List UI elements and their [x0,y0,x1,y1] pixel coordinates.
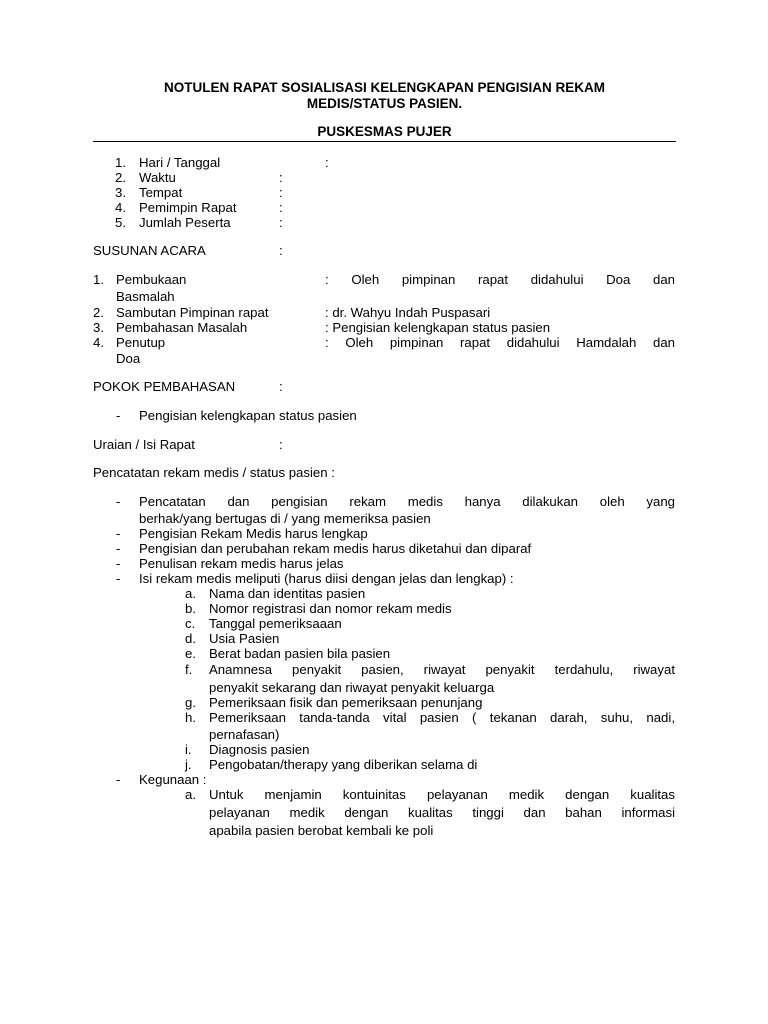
sub-letter: i. [185,742,192,757]
sub-item: Pemeriksaan tanda-tanda vital pasien ( tekanan darah, suhu, nadi, [209,710,675,725]
purpose-text: Untuk menjamin kontuinitas pelayanan medik dengan kualitas [209,787,675,802]
sub-item: Nomor registrasi dan nomor rekam medis [209,601,452,616]
agenda-value: : dr. Wahyu Indah Puspasari [325,305,491,320]
records-bullet-text: Penulisan rekam medis harus jelas [139,556,344,571]
sub-item: Berat badan pasien bila pasien [209,646,391,661]
sub-item: Diagnosis pasien [209,742,310,757]
info-label-date: Hari / Tanggal [139,155,221,170]
bullet-dash: - [116,408,121,423]
agenda-label: Pembukaan [116,272,187,287]
bullet-dash: - [116,494,121,509]
sub-letter: g. [185,695,196,710]
sub-item: Tanggal pemeriksaaan [209,616,342,631]
agenda-value-cont: Doa [116,351,141,366]
records-bullet-text: Pencatatan dan pengisian rekam medis hanya dilakukan oleh yang [139,494,675,509]
agenda-value-cont: Basmalah [116,289,175,304]
purpose-text-cont: pelayanan medik dengan kualitas tinggi dan bahan informasi [209,805,675,820]
sub-letter: e. [185,646,196,661]
sub-item: Anamnesa penyakit pasien, riwayat penyakit terdahulu, riwayat [209,662,675,677]
records-bullet-text: Pengisian Rekam Medis harus lengkap [139,526,368,541]
header-divider [93,141,676,142]
info-label-leader: Pemimpin Rapat [139,200,237,215]
info-label-place: Tempat [139,185,183,200]
document-title-line2: MEDIS/STATUS PASIEN. [306,96,463,111]
info-colon: : [279,185,283,200]
bullet-dash: - [116,526,121,541]
agenda-colon: : [279,243,283,258]
info-num: 2. [115,170,126,185]
agenda-label: Penutup [116,335,166,350]
info-num: 1. [115,155,126,170]
info-num: 3. [115,185,126,200]
sub-item: Pemeriksaan fisik dan pemeriksaan penunjang [209,695,483,710]
records-bullet-text: Isi rekam medis meliputi (harus diisi dengan jelas dan lengkap) : [139,571,514,586]
sub-item-cont: penyakit sekarang dan riwayat penyakit keluarga [209,680,495,695]
sub-item-cont: pernafasan) [209,727,280,742]
sub-letter: a. [185,586,196,601]
records-bullet-text-cont: berhak/yang bertugas di / yang memeriksa pasien [139,511,431,526]
document-title-line1: NOTULEN RAPAT SOSIALISASI KELENGKAPAN PENGISIAN REKAM [163,80,606,95]
minutes-heading: Uraian / Isi Rapat [93,437,195,452]
info-num: 4. [115,200,126,215]
sub-item: Pengobatan/therapy yang diberikan selama di [209,757,478,772]
agenda-num: 4. [93,335,104,350]
sub-letter: a. [185,787,196,802]
discussion-colon: : [279,379,283,394]
records-bullet-text: Pengisian dan perubahan rekam medis harus diketahui dan diparaf [139,541,532,556]
discussion-heading: POKOK PEMBAHASAN [93,379,236,394]
agenda-value: : Oleh pimpinan rapat didahului Doa dan [325,272,675,287]
records-heading: Pencatatan rekam medis / status pasien : [93,465,335,480]
info-label-participants: Jumlah Peserta [139,215,231,230]
bullet-dash: - [116,571,121,586]
info-colon: : [279,170,283,185]
agenda-num: 2. [93,305,104,320]
info-label-time: Waktu [139,170,176,185]
sub-letter: d. [185,631,196,646]
sub-letter: c. [185,616,196,631]
sub-letter: j. [185,757,192,772]
info-colon: : [279,215,283,230]
purpose-text-cont: apabila pasien berobat kembali ke poli [209,823,434,838]
sub-letter: b. [185,601,196,616]
sub-item: Nama dan identitas pasien [209,586,366,601]
minutes-colon: : [279,437,283,452]
info-colon: : [325,155,329,170]
agenda-num: 3. [93,320,104,335]
info-num: 5. [115,215,126,230]
purpose-heading: Kegunaan : [139,772,207,787]
agenda-value: : Oleh pimpinan rapat didahului Hamdalah dan [325,335,675,350]
sub-item: Usia Pasien [209,631,280,646]
info-colon: : [279,200,283,215]
sub-letter: h. [185,710,196,725]
agenda-value: : Pengisian kelengkapan status pasien [325,320,551,335]
bullet-dash: - [116,556,121,571]
bullet-dash: - [116,541,121,556]
agenda-label: Sambutan Pimpinan rapat [116,305,269,320]
sub-letter: f. [185,662,193,677]
discussion-item: Pengisian kelengkapan status pasien [139,408,357,423]
document-subtitle: PUSKESMAS PUJER [317,124,452,139]
agenda-num: 1. [93,272,104,287]
agenda-label: Pembahasan Masalah [116,320,248,335]
bullet-dash: - [116,772,121,787]
agenda-heading: SUSUNAN ACARA [93,243,206,258]
